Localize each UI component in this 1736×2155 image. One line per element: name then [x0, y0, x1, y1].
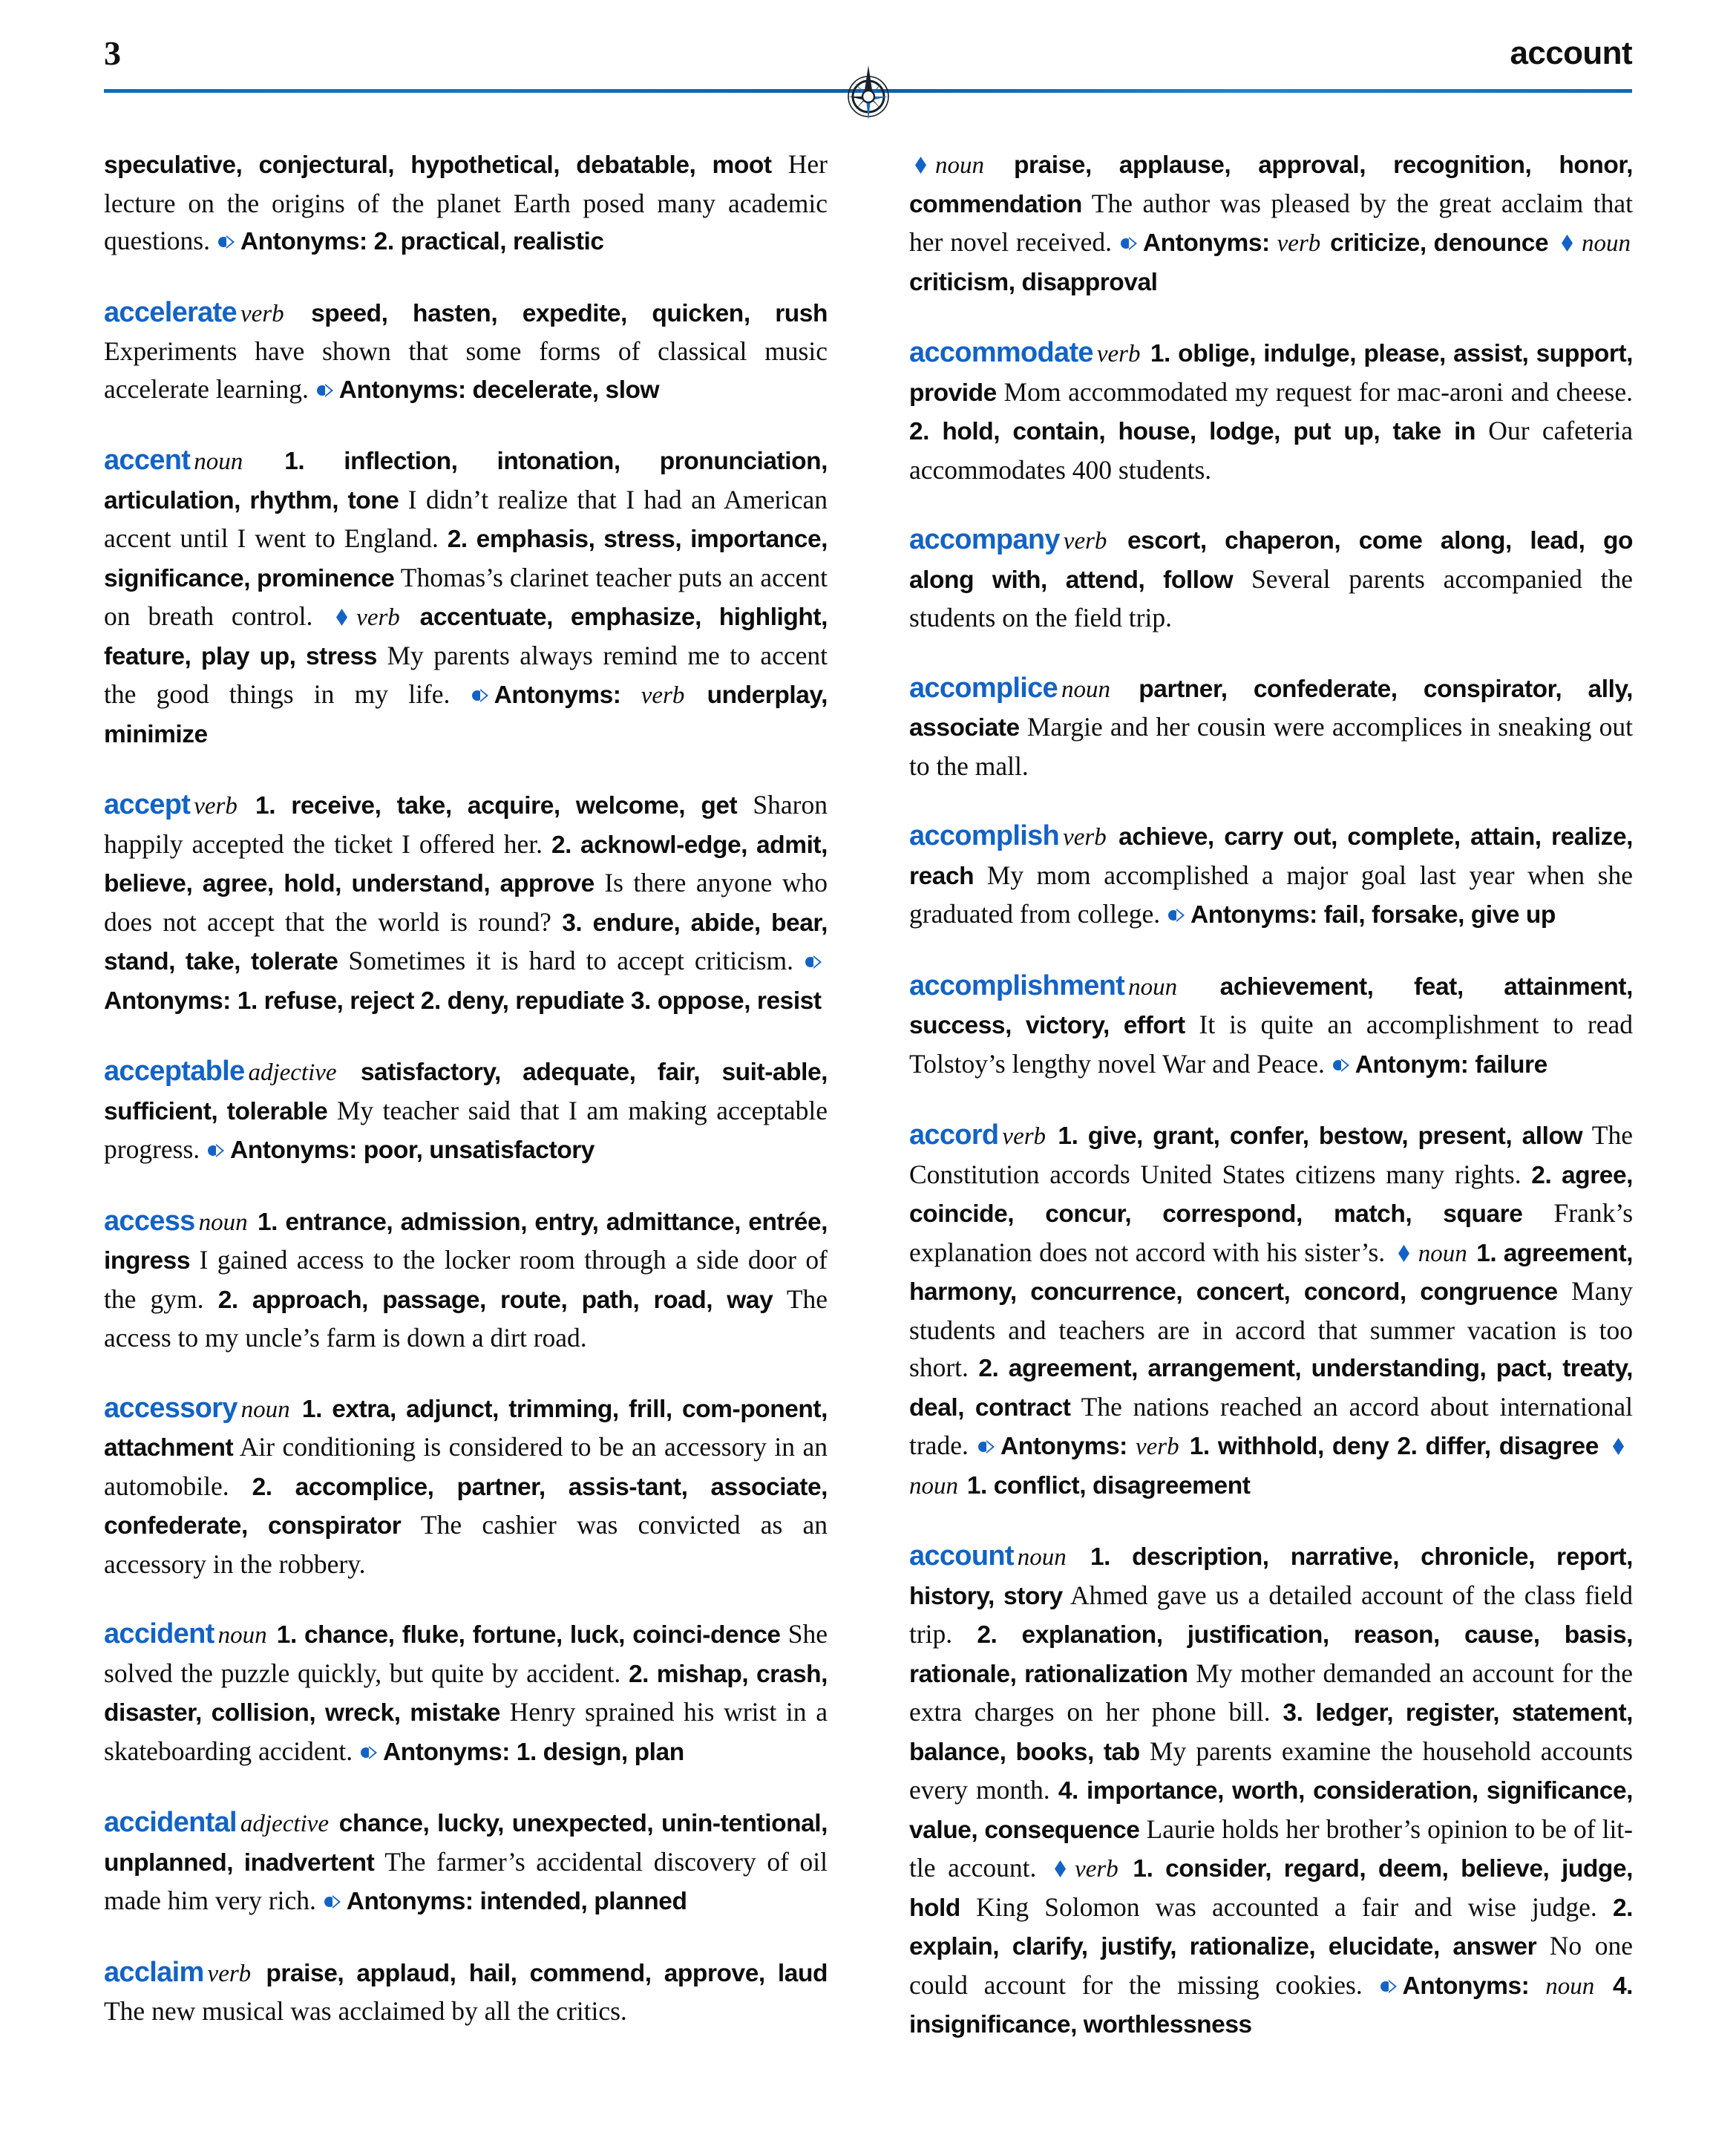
synonym-list-sense-1: 1. extra, adjunct, trimming, frill, com-ponent, attachment — [104, 1395, 828, 1462]
entry-accompany — [909, 521, 1633, 637]
headword: accommodate — [909, 337, 1093, 368]
antonym-marker-icon — [323, 1894, 342, 1910]
synonym-list-sense-2: 2. mishap, crash, disaster, collision, wreck, mistake — [104, 1660, 828, 1727]
text-columns — [104, 145, 1633, 2105]
part-of-speech-diamond-icon — [1609, 1437, 1628, 1456]
antonyms-list-2: 1. conflict, disagreement — [960, 1471, 1251, 1500]
entry-accidental — [104, 1804, 828, 1921]
antonyms-label: Antonyms: — [494, 681, 621, 709]
synonym-list: praise, applaud, hail, commend, approve, laud — [266, 1959, 828, 1987]
part-of-speech: noun — [198, 1209, 248, 1236]
antonyms-list-1: criticize, denounce — [1323, 229, 1556, 257]
part-of-speech: verb — [207, 1960, 252, 1987]
part-of-speech: noun — [194, 448, 243, 475]
antonyms-list-1: 1. withhold, deny 2. differ, disagree — [1181, 1433, 1607, 1460]
example-sentence-sense-1: The Constitution accords United States citizens many rights. — [909, 1120, 1633, 1189]
example-sentence-sense-2: Frank’s explanation does not accord with his sister’s. — [909, 1198, 1634, 1267]
entry-accessory — [104, 1390, 828, 1583]
antonym-marker-icon — [1379, 1978, 1398, 1995]
antonyms-list: underplay, minimize — [104, 681, 828, 748]
example-sentence: Several parents accompanied the students on the field trip. — [909, 563, 1634, 632]
synonym-list-sense-3: 1. agreement, harmony, concurrence, concert, concord, congruence — [909, 1239, 1634, 1306]
headword: acclaim — [104, 1956, 204, 1988]
entry-acceptable — [104, 1053, 828, 1170]
antonyms-label: Antonyms: — [346, 1888, 474, 1915]
antonym-marker-icon — [206, 1142, 226, 1159]
example-sentence: Her lecture on the origins of the planet Earth posed many academic questions. — [104, 149, 828, 255]
example-sentence-sense-2: Our cafeteria accommodates 400 students. — [909, 416, 1633, 485]
part-of-speech: verb — [194, 793, 238, 820]
example-sentence-sense-1: Sharon happily accepted the ticket I offered her. — [104, 790, 828, 859]
example-sentence-sense-2: Thomas’s clarinet teacher puts an accent on breath control. — [104, 562, 828, 631]
headword: accomplice — [909, 672, 1058, 704]
headword: accord — [909, 1119, 999, 1151]
entry-accomplishment — [909, 967, 1633, 1085]
antonyms-list: failure — [1468, 1050, 1547, 1079]
part-of-speech: verb — [1063, 824, 1107, 851]
example-sentence: The new musical was acclaimed by all the critics. — [104, 1996, 627, 2026]
part-of-speech: verb — [1063, 528, 1107, 555]
synonym-list: partner, confederate, conspirator, ally, associate — [909, 675, 1633, 742]
headword: accidental — [104, 1807, 237, 1838]
part-of-speech-diamond-icon — [1558, 234, 1576, 252]
part-of-speech-diamond-icon — [1051, 1860, 1070, 1878]
antonym-marker-icon — [1119, 235, 1139, 252]
synonym-list: achievement, feat, attainment, success, victory, effort — [909, 972, 1633, 1039]
antonyms-label: Antonyms: — [1190, 901, 1317, 929]
example-sentence: My teacher said that I am making acceptable progress. — [104, 1095, 828, 1164]
example-sentence-sense-1: I didn’t realize that I had an American accent until I went to England. — [104, 484, 828, 553]
synonym-list-sense-1: 1. inflection, intonation, pronunciation, articulation, rhythm, tone — [104, 448, 828, 514]
synonym-list-sense-6: 2. explain, clarify, justify, rationalize, elucidate, answer — [909, 1894, 1633, 1961]
synonym-list-sense-3: accentuate, emphasize, highlight, feature, play up, stress — [104, 604, 828, 670]
antonyms-part-of-speech-1: verb — [1277, 230, 1321, 257]
entry-continuation — [909, 145, 1633, 301]
example-sentence-sense-1: Mom accommodated my request for mac-aroni and cheese. — [996, 376, 1633, 407]
antonyms-list: 1. design, plan — [509, 1738, 684, 1766]
headword: accompany — [909, 524, 1060, 555]
example-sentence-sense-4: The nations reached an accord about international trade. — [909, 1391, 1634, 1460]
example-sentence-sense-2: The cashier was convicted as an accessory in the robbery. — [104, 1510, 828, 1579]
example-sentence-sense-1: She solved the puzzle quickly, but quite by accident. — [104, 1619, 828, 1688]
synonym-list-sense-1: 1. chance, fluke, fortune, luck, coinci-dence — [276, 1621, 781, 1649]
synonym-list-sense-2: 2. emphasis, stress, importance, significance, prominence — [104, 526, 828, 592]
example-sentence: My mom accomplished a major goal last year when she graduated from college. — [909, 860, 1633, 929]
example-sentence-sense-1: I gained access to the locker room through a side door of the gym. — [104, 1245, 828, 1314]
example-sentence-sense-3: My parents examine the household accounts every month. — [909, 1736, 1633, 1805]
column-left — [104, 145, 828, 2030]
entry-continuation — [104, 145, 828, 261]
synonym-list-sense-2: 2. agree, coincide, concur, correspond, match, square — [909, 1161, 1633, 1228]
part-of-speech: verb — [1096, 341, 1141, 367]
example-sentence-sense-2: My mother demanded an account for the extra charges on her phone bill. — [909, 1658, 1634, 1727]
antonyms-label: Antonyms: — [1000, 1433, 1127, 1460]
antonyms-list: intended, planned — [473, 1888, 687, 1915]
example-sentence-sense-2: The access to my uncle’s farm is down a dirt road. — [104, 1283, 828, 1353]
headword: accomplish — [909, 820, 1060, 851]
example-sentence-sense-1: Ahmed gave us a detailed account of the class field trip. — [909, 1580, 1633, 1649]
part-of-speech-diamond-icon — [1395, 1244, 1413, 1263]
entry-accommodate — [909, 334, 1633, 488]
example-sentence-sense-5: King Solomon was accounted a fair and wise judge. — [960, 1891, 1613, 1922]
headword: accessory — [104, 1392, 238, 1424]
synonym-list: satisfactory, adequate, fair, suit-able, sufficient, tolerable — [104, 1059, 828, 1125]
synonym-list-sense-2: 2. acknowl-edge, admit, believe, agree, hold, understand, approve — [104, 831, 828, 897]
example-sentence-sense-6: No one could account for the missing cookies. — [909, 1931, 1633, 2000]
synonym-list-sense-2: 2. accomplice, partner, assis-tant, associate, confederate, conspirator — [104, 1473, 828, 1540]
part-of-speech: noun — [1017, 1544, 1067, 1571]
antonyms-label: Antonyms: — [338, 376, 466, 404]
entry-accord — [909, 1116, 1633, 1505]
synonym-list-sense-4: 2. agreement, arrangement, understanding, pact, treaty, deal, contract — [909, 1355, 1633, 1422]
synonym-list: praise, applause, approval, recognition, honor, commendation — [909, 151, 1634, 218]
compass-rose-icon — [836, 59, 900, 123]
antonyms-part-of-speech: verb — [641, 682, 685, 709]
antonyms-label: Antonyms: — [240, 228, 367, 255]
cited-work-title: War and Peace — [1162, 1048, 1319, 1079]
synonym-list: achieve, carry out, complete, attain, realize, reach — [909, 823, 1634, 890]
synonym-list-sense-3: 3. ledger, register, statement, balance, books, tab — [909, 1699, 1634, 1766]
example-sentence-sense-3: Many students and teachers are in accord that summer vacation is too short. — [909, 1276, 1633, 1382]
synonym-list: speed, hasten, expedite, quicken, rush — [311, 299, 828, 327]
entry-accelerate — [104, 294, 828, 410]
entry-accent — [104, 442, 828, 753]
entry-accomplish — [909, 817, 1633, 935]
part-of-speech: noun — [1061, 676, 1110, 703]
part-of-speech-2: noun — [1418, 1240, 1467, 1267]
antonym-marker-icon — [471, 687, 490, 704]
synonym-list-sense-2: 2. hold, contain, house, lodge, put up, take in — [909, 418, 1475, 445]
headword: account — [909, 1540, 1014, 1572]
synonym-list: chance, lucky, unexpected, unin-tentional, unplanned, inadvertent — [104, 1810, 828, 1877]
running-headword: account — [1510, 35, 1632, 71]
example-sentence: Experiments have shown that some forms of classical music accelerate learning. — [104, 336, 828, 404]
antonyms-list: fail, forsake, give up — [1317, 901, 1556, 929]
synonym-list: speculative, conjectural, hypothetical, debatable, moot — [104, 151, 772, 179]
example-sentence: The farmer’s accidental discovery of oil made him very rich. — [104, 1846, 828, 1915]
example-sentence-sense-4: Laurie holds her brother’s opinion to be of lit-tle account. — [909, 1814, 1633, 1883]
antonyms-list: decelerate, slow — [465, 376, 660, 404]
synonym-list-sense-3: 3. endure, abide, bear, stand, take, tolerate — [104, 909, 828, 975]
header-rule — [104, 88, 1632, 94]
antonyms-part-of-speech-2: noun — [1582, 230, 1631, 257]
antonyms-label: Antonyms: — [230, 1137, 357, 1164]
synonym-list-sense-1: 1. receive, take, acquire, welcome, get — [255, 792, 738, 820]
headword: accomplishment — [909, 969, 1125, 1001]
example-sentence-part-1: It is quite an accomplishment to read Tolstoy’s lengthy novel — [909, 1010, 1633, 1079]
antonym-marker-icon — [804, 954, 823, 970]
antonyms-list: 2. practical, realistic — [367, 228, 604, 255]
antonyms-part-of-speech-2: noun — [909, 1472, 958, 1500]
entry-account — [909, 1537, 1633, 2044]
running-head — [104, 34, 1632, 101]
headword: acceptable — [104, 1056, 245, 1087]
part-of-speech-diamond-icon — [911, 156, 930, 174]
example-sentence-sense-3: Sometimes it is hard to accept criticism. — [338, 946, 804, 975]
antonyms-part-of-speech-1: verb — [1135, 1433, 1179, 1460]
headword: accent — [104, 445, 191, 476]
part-of-speech-2: verb — [1075, 1856, 1118, 1883]
antonyms-list: poor, unsatisfactory — [356, 1137, 595, 1164]
antonym-marker-icon — [217, 234, 236, 250]
antonym-marker-icon — [977, 1439, 996, 1455]
headword: access — [104, 1205, 195, 1237]
synonym-list-sense-1: 1. give, grant, confer, bestow, present, allow — [1058, 1122, 1583, 1150]
example-sentence-part-2: . — [1318, 1048, 1332, 1079]
antonyms-label: Antonyms: — [1402, 1972, 1530, 2000]
antonym-marker-icon — [1332, 1057, 1351, 1073]
part-of-speech-diamond-icon — [333, 608, 351, 627]
part-of-speech: adjective — [248, 1059, 337, 1086]
synonym-list-sense-4: 4. importance, worth, consideration, significance, value, consequence — [909, 1777, 1634, 1844]
synonym-list-sense-1: 1. description, narrative, chronicle, report, history, story — [909, 1543, 1633, 1610]
synonym-list-sense-2: 2. explanation, justification, reason, cause, basis, rationale, rationalization — [909, 1621, 1633, 1688]
part-of-speech-2: verb — [356, 604, 400, 631]
antonyms-part-of-speech: noun — [1545, 1972, 1595, 2000]
headword: accept — [104, 789, 191, 820]
antonyms-label: Antonyms: — [383, 1738, 510, 1766]
antonym-marker-icon — [315, 382, 335, 399]
example-sentence-sense-2: Henry sprained his wrist in a skateboarding accident. — [104, 1697, 828, 1766]
headword: accident — [104, 1618, 214, 1649]
entry-accomplice — [909, 670, 1633, 785]
part-of-speech: noun — [1128, 973, 1178, 1001]
part-of-speech: noun — [240, 1396, 290, 1423]
synonym-list-sense-5: 1. consider, regard, deem, believe, judge, hold — [909, 1855, 1633, 1922]
part-of-speech: noun — [935, 152, 984, 179]
antonyms-list: 4. insignificance, worthlessness — [909, 1972, 1633, 2038]
example-sentence-sense-1: Air conditioning is considered to be an accessory in an automobile. — [104, 1432, 828, 1501]
example-sentence: Margie and her cousin were accomplices in sneaking out to the mall. — [909, 712, 1633, 781]
part-of-speech: noun — [217, 1622, 267, 1649]
part-of-speech: verb — [240, 300, 284, 327]
antonyms-list-2: criticism, disapproval — [909, 268, 1158, 296]
synonym-list-sense-1: 1. oblige, indulge, please, assist, support, provide — [909, 340, 1634, 407]
example-sentence: The author was pleased by the great acclaim that her novel received. — [909, 188, 1633, 257]
entry-acclaim — [104, 1954, 828, 2030]
example-sentence-sense-2: Is there anyone who does not accept that the world is round? — [104, 868, 828, 937]
synonym-list-sense-2: 2. approach, passage, route, path, road, way — [217, 1286, 773, 1314]
antonyms-list: 1. refuse, reject 2. deny, repudiate 3. oppose, resist — [230, 987, 822, 1015]
synonym-list: escort, chaperon, come along, lead, go along with, attend, follow — [909, 527, 1633, 594]
entry-access — [104, 1203, 828, 1357]
column-right — [909, 145, 1633, 2044]
example-sentence-sense-3: My parents always remind me to accent the good things in my life. — [104, 640, 828, 709]
synonym-list-sense-1: 1. entrance, admission, entry, admittance, entrée, ingress — [104, 1208, 828, 1275]
antonym-marker-icon — [1167, 907, 1186, 923]
page-number: 3 — [104, 34, 121, 72]
headword: accelerate — [104, 296, 237, 328]
antonyms-label: Antonyms: — [1142, 229, 1270, 257]
part-of-speech: verb — [1002, 1123, 1046, 1150]
entry-accept — [104, 786, 828, 1020]
antonyms-label: Antonyms: — [104, 987, 231, 1015]
entry-accident — [104, 1615, 828, 1771]
antonyms-label: Antonym: — [1355, 1050, 1469, 1079]
part-of-speech: adjective — [240, 1811, 329, 1837]
antonym-marker-icon — [359, 1744, 379, 1761]
